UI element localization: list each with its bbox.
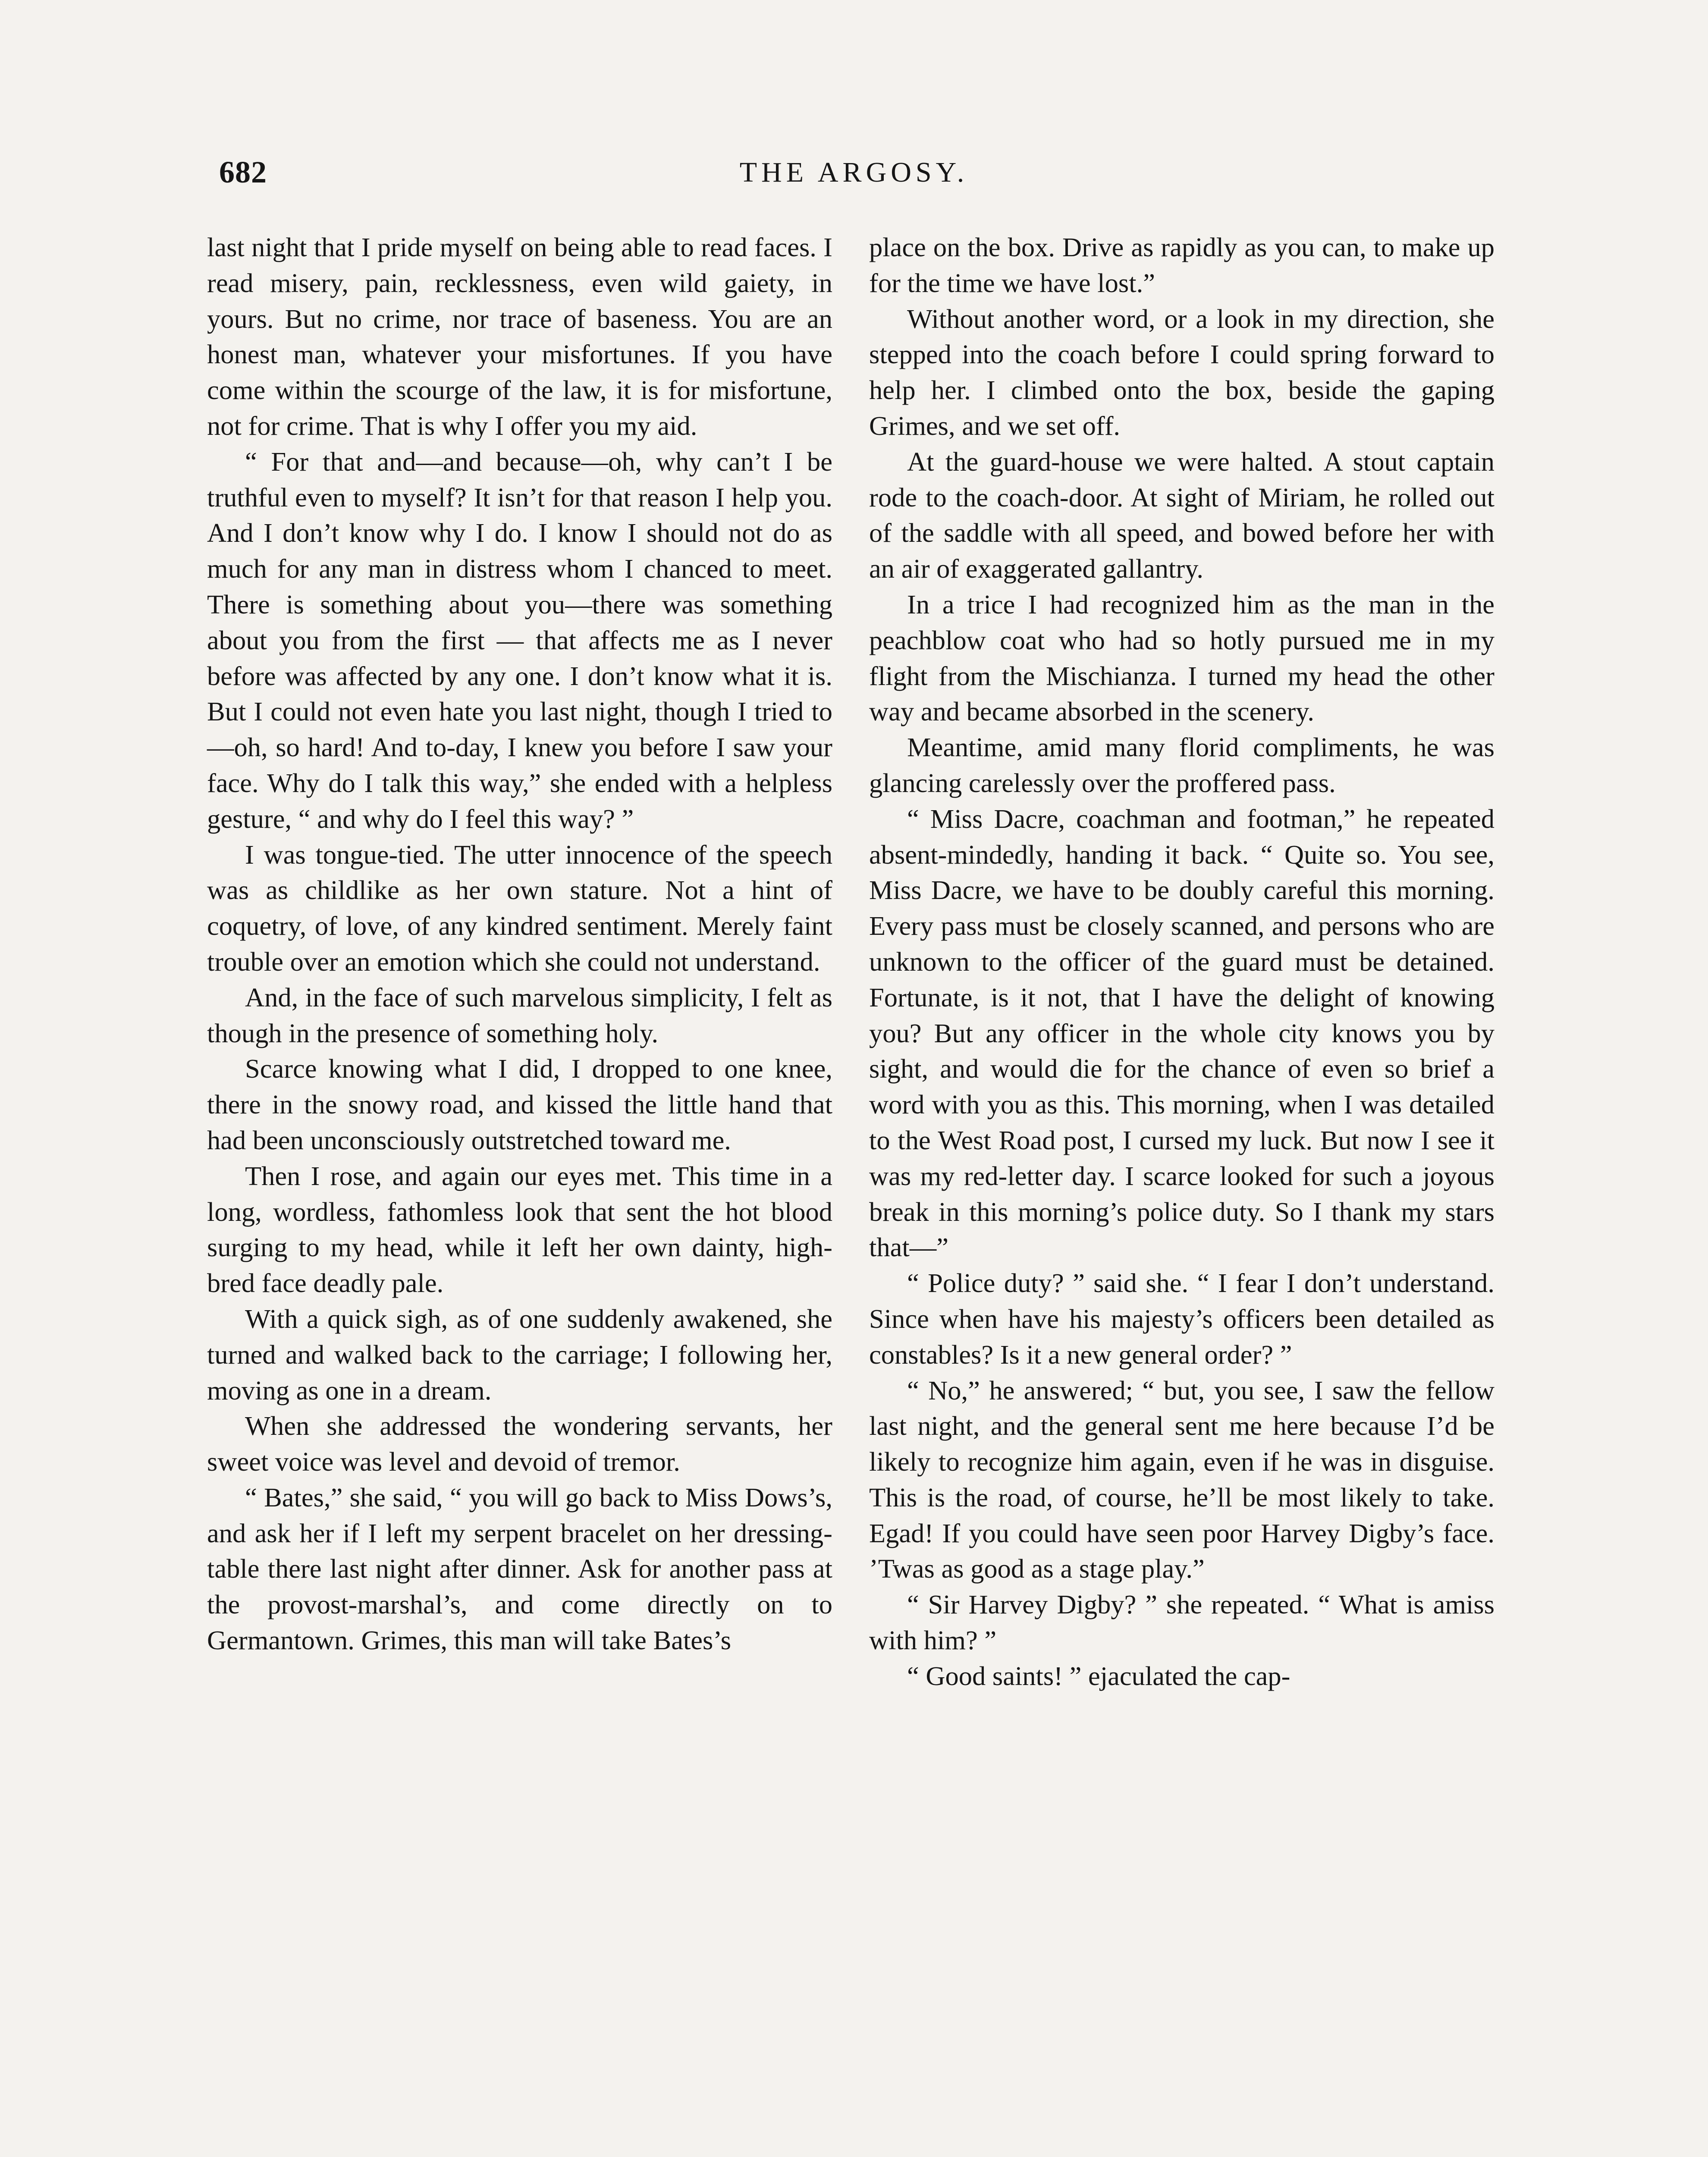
paragraph: “ Good saints! ” ejaculated the cap-	[907, 1660, 1290, 1691]
running-head: THE ARGOSY.	[739, 157, 969, 188]
paragraph: place on the box. Drive as rapidly as you can, to make up for the time we have lost.”	[869, 232, 1494, 298]
paragraph: Then I rose, and again our eyes met. This time in a long, wordless, fathomless look that sent the hot blood surging to my head, while it left her own dainty, high-bred face deadly pale.	[207, 1160, 832, 1299]
paragraph: In a trice I had recognized him as the man in the peachblow coat who had so hotly pursued me in my flight from the Mischianza. I turned my head the other way and became absorbed in the scenery.	[869, 589, 1494, 727]
paragraph: “ No,” he answered; “ but, you see, I saw the fellow last night, and the general sent me here because I’d be likely to recognize him again, even if he was in disguise. This is the road, of course, he’ll be most likely to take. Egad! If you could have seen poor Harvey Digby’s face. ’Twas as good as a stage play.”	[869, 1375, 1494, 1584]
paragraph: I was tongue-tied. The utter innocence of the speech was as childlike as her own stature. Not a hint of coquetry, of love, of any kindred sentiment. Merely faint trouble over an emotion which she could not understand.	[207, 839, 832, 977]
paragraph: “ Miss Dacre, coachman and footman,” he repeated absent-mindedly, handing it back. “ Quite so. You see, Miss Dacre, we have to be doubly careful this morning. Every pass must be closely scanned, and persons who are unknown to the officer of the guard must be detained. Fortunate, is it not, that I have the delight of knowing you? But any officer in the whole city knows you by sight, and would die for the chance of even so brief a word with you as this. This morning, when I was detailed to the West Road post, I cursed my luck. But now I see it was my red-letter day. I scarce looked for such a joyous break in this morning’s police duty. So I thank my stars that—”	[869, 803, 1494, 1263]
paragraph: last night that I pride myself on being able to read faces. I read misery, pain, recklessness, even wild gaiety, in yours. But no crime, nor trace of baseness. You are an honest man, whatever your misfortunes. If you have come within the scourge of the law, it is for misfortune, not for crime. That is why I offer you my aid.	[207, 232, 832, 441]
paragraph: “ Police duty? ” said she. “ I fear I don’t understand. Since when have his majesty’s officers been detailed as constables? Is it a new general order? ”	[869, 1268, 1494, 1370]
paragraph: “ Bates,” she said, “ you will go back to Miss Dows’s, and ask her if I left my serpent bracelet on her dressing-table there last night after dinner. Ask for another pass at the provost-marshal’s, and come directly on to Germantown. Grimes, this man will take Bates’s	[207, 1482, 832, 1656]
paragraph: And, in the face of such marvelous simplicity, I felt as though in the presence of something holy.	[207, 982, 832, 1048]
page-number: 682	[219, 155, 267, 189]
paragraph: Scarce knowing what I did, I dropped to one knee, there in the snowy road, and kissed the little hand that had been unconsciously outstretched toward me.	[207, 1053, 832, 1155]
text-column-left	[207, 230, 832, 1658]
paragraph: Without another word, or a look in my direction, she stepped into the coach before I could spring forward to help her. I climbed onto the box, beside the gaping Grimes, and we set off.	[869, 303, 1494, 441]
text-column-right	[869, 230, 1494, 1694]
paragraph: When she addressed the wondering servants, her sweet voice was level and devoid of tremor.	[207, 1411, 832, 1477]
paragraph: With a quick sigh, as of one suddenly awakened, she turned and walked back to the carriage; I following her, moving as one in a dream.	[207, 1303, 832, 1406]
paragraph: At the guard-house we were halted. A stout captain rode to the coach-door. At sight of Miriam, he rolled out of the saddle with all speed, and bowed before her with an air of exaggerated gallantry.	[869, 446, 1494, 584]
paragraph: “ For that and—and because—oh, why can’t I be truthful even to myself? It isn’t for that reason I help you. And I don’t know why I do. I know I should not do as much for any man in distress whom I chanced to meet. There is something about you—there was something about you from the first — that affects me as I never before was affected by any one. I don’t know what it is. But I could not even hate you last night, though I tried to—oh, so hard! And to-day, I knew you before I saw your face. Why do I talk this way,” she ended with a helpless gesture, “ and why do I feel this way? ”	[207, 446, 832, 834]
paragraph: “ Sir Harvey Digby? ” she repeated. “ What is amiss with him? ”	[869, 1589, 1494, 1656]
paragraph: Meantime, amid many florid compliments, he was glancing carelessly over the proffered pass.	[869, 732, 1494, 798]
